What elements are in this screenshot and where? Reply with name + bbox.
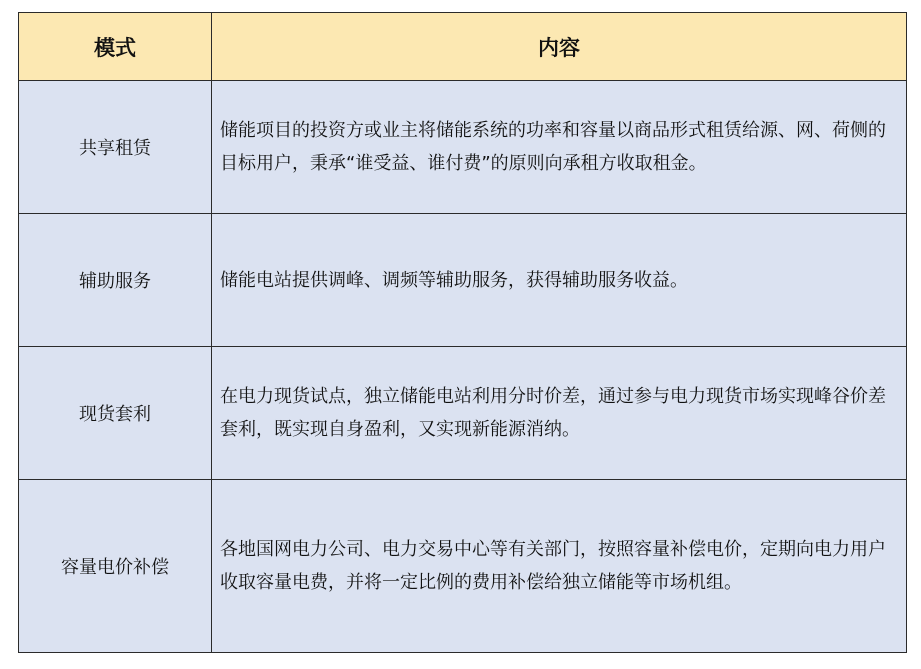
table-row (19, 81, 907, 214)
header-mode: 模式 (19, 13, 212, 81)
mode-cell: 容量电价补偿 (19, 480, 212, 653)
table-row (19, 214, 907, 347)
content-cell: 储能项目的投资方或业主将储能系统的功率和容量以商品形式租赁给源、网、荷侧的目标用户，秉承“谁受益、谁付费”的原则向承租方收取租金。 (212, 81, 907, 214)
table-row (19, 480, 907, 653)
content-cell: 在电力现货试点，独立储能电站利用分时价差，通过参与电力现货市场实现峰谷价差套利，既实现自身盈利，又实现新能源消纳。 (212, 347, 907, 480)
content-cell: 各地国网电力公司、电力交易中心等有关部门，按照容量补偿电价，定期向电力用户收取容量电费，并将一定比例的费用补偿给独立储能等市场机组。 (212, 480, 907, 653)
mode-cell: 辅助服务 (19, 214, 212, 347)
table-header-row (19, 13, 907, 81)
business-model-table-container (18, 12, 906, 653)
business-model-table (18, 12, 907, 653)
mode-cell: 现货套利 (19, 347, 212, 480)
table-row (19, 347, 907, 480)
content-cell: 储能电站提供调峰、调频等辅助服务，获得辅助服务收益。 (212, 214, 907, 347)
mode-cell: 共享租赁 (19, 81, 212, 214)
header-content: 内容 (212, 13, 907, 81)
